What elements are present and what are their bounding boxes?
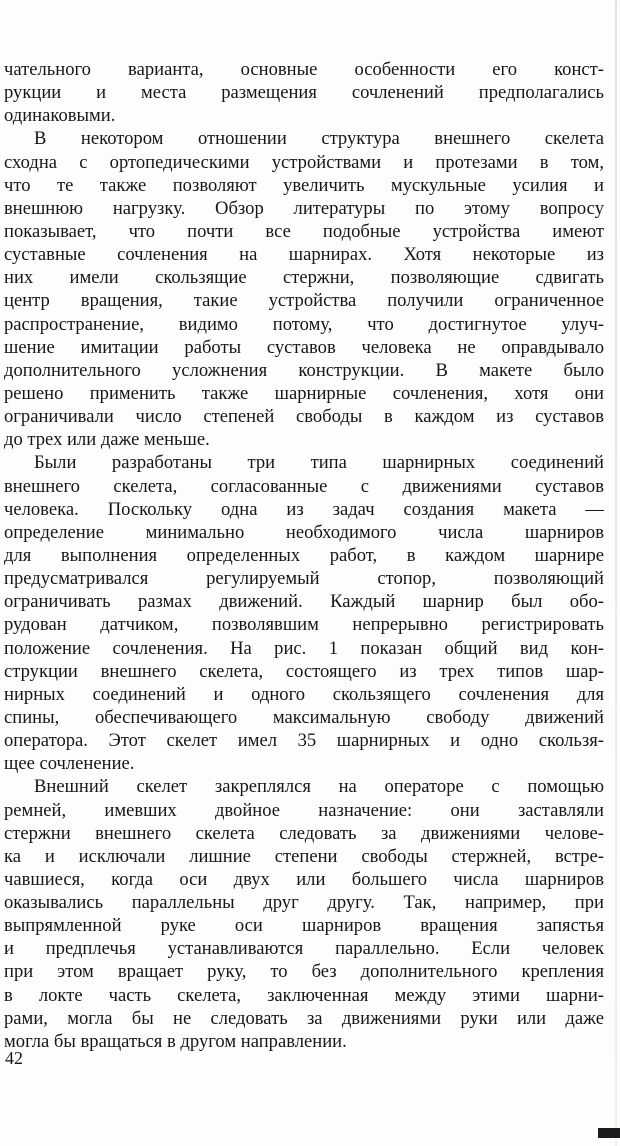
- text-line: могла бы вращаться в другом направлении.: [4, 1030, 347, 1052]
- text-line: Внешний скелет закреплялся на операторе с помощью: [34, 776, 604, 798]
- text-line: человека. Поскольку одна из задач создания макета —: [4, 498, 604, 520]
- text-line: ремней, имевших двойное назначение: они заставляли: [4, 799, 604, 821]
- text-line: центр вращения, такие устройства получили ограниченное: [4, 290, 604, 312]
- text-line: стержни внешнего скелета следовать за движениями челове-: [4, 822, 604, 844]
- text-line: чательного варианта, основные особенности его конст-: [4, 59, 604, 80]
- text-line: внешнего скелета, согласованные с движениями суставов: [4, 475, 604, 497]
- text-line: одинаковыми.: [4, 105, 116, 127]
- text-line: решено применить также шарнирные сочленения, хотя они: [4, 382, 604, 404]
- text-line: при этом вращает руку, то без дополнительного крепления: [4, 961, 604, 983]
- text-line: дополнительного усложнения конструкции. В макете было: [4, 359, 604, 381]
- text-line: ограничивали число степеней свободы в каждом из суставов: [4, 406, 604, 428]
- text-line: них имели скользящие стержни, позволяющие сдвигать: [4, 267, 604, 289]
- text-line: струкции внешнего скелета, состоящего из трех типов шар-: [4, 660, 604, 682]
- text-line: рукции и места размещения сочленений предполагались: [4, 82, 604, 104]
- text-line: чавшиеся, когда оси двух или большего числа шарниров: [4, 868, 604, 890]
- text-line: сходна с ортопедическими устройствами и протезами в том,: [4, 151, 604, 173]
- text-line: для выполнения определенных работ, в каждом шарнире: [4, 544, 604, 566]
- text-line: распространение, видимо потому, что достигнутое улуч-: [4, 313, 604, 335]
- text-line: показывает, что почти все подобные устройства имеют: [4, 220, 604, 242]
- text-line: В некотором отношении структура внешнего скелета: [34, 128, 604, 150]
- page-edge-shadow: [615, 0, 617, 1146]
- text-line: в локте часть скелета, заключенная между этими шарни-: [4, 984, 604, 1006]
- text-line: Были разработаны три типа шарнирных соединений: [34, 452, 604, 474]
- body-text: [4, 58, 604, 1053]
- text-line: рудован датчиком, позволявшим непрерывно регистрировать: [4, 614, 604, 636]
- text-line: до трех или даже меньше.: [4, 429, 210, 451]
- text-line: ограничивать размах движений. Каждый шарнир был обо-: [4, 591, 604, 613]
- page-number: 42: [5, 1048, 23, 1068]
- text-line: что те также позволяют увеличить мускульные усилия и: [4, 174, 604, 196]
- text-line: оказывались параллельны друг другу. Так, например, при: [4, 892, 604, 914]
- text-line: нирных соединений и одного скользящего сочленения для: [4, 683, 604, 705]
- text-line: и предплечья устанавливаются параллельно. Если человек: [4, 938, 604, 960]
- text-line: выпрямленной руке оси шарниров вращения запястья: [4, 915, 604, 937]
- text-line: спины, обеспечивающего максимальную свободу движений: [4, 706, 604, 728]
- text-line: ка и исключали лишние степени свободы стержней, встре-: [4, 845, 604, 867]
- text-line: суставные сочленения на шарнирах. Хотя некоторые из: [4, 244, 604, 266]
- text-line: положение сочленения. На рис. 1 показан общий вид кон-: [4, 637, 604, 659]
- scan-edge-mark: [598, 1128, 620, 1138]
- text-line: оператора. Этот скелет имел 35 шарнирных и одно скользя-: [4, 730, 604, 752]
- text-line: рами, могла бы не следовать за движениями руки или даже: [4, 1007, 604, 1029]
- text-line: предусматривался регулируемый стопор, позволяющий: [4, 568, 604, 590]
- text-line: внешнюю нагрузку. Обзор литературы по этому вопросу: [4, 197, 604, 219]
- text-line: щее сочленение.: [4, 753, 135, 775]
- text-line: определение минимально необходимого числа шарниров: [4, 521, 604, 543]
- text-line: шение имитации работы суставов человека не оправдывало: [4, 336, 604, 358]
